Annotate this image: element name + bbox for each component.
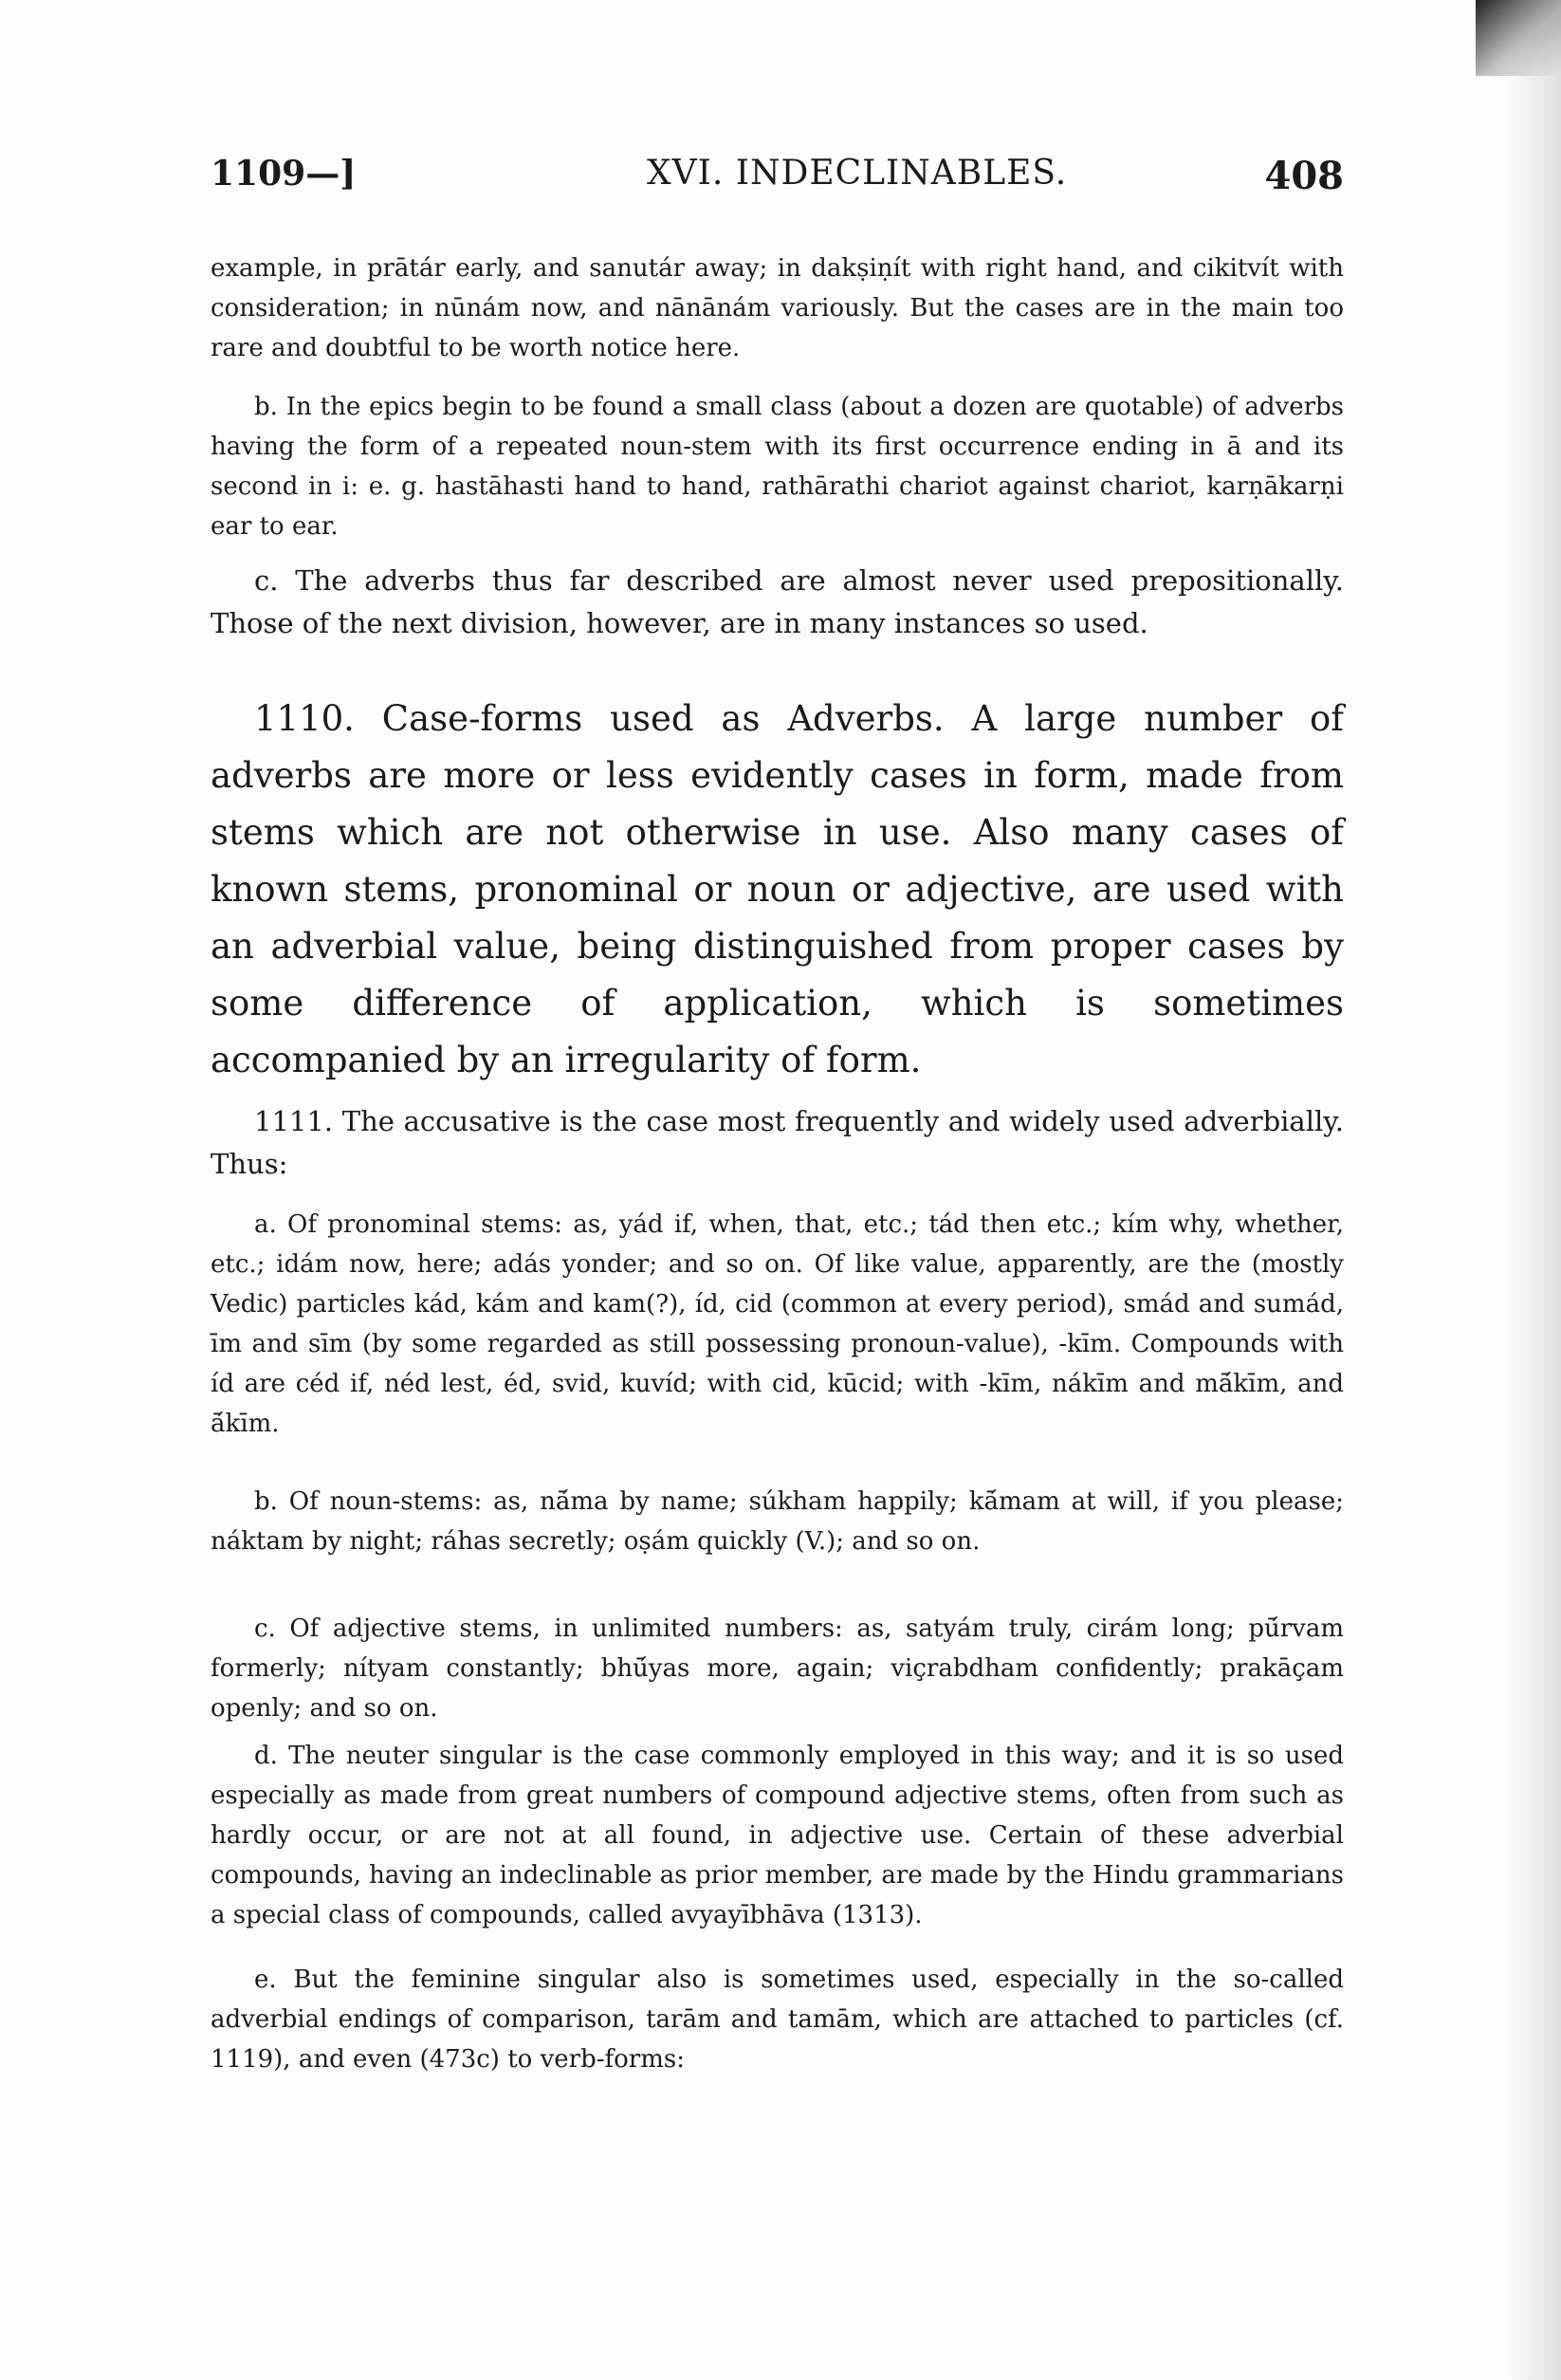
header-section-title: XVI. INDECLINABLES.	[647, 154, 1068, 193]
paragraph-1111: 1111. The accusative is the case most frequently and widely used adverbially. Thus:	[211, 1105, 1344, 1180]
page-number: 408	[1264, 154, 1344, 198]
running-header	[211, 142, 1344, 199]
paragraph-1111-d: d. The neuter singular is the case commonly employed in this way; and it is so used especially as made from great numbers of compound adjective stems, often from such as hardly occur, or are not at all found, in adjective use. Certain of these adverbial compounds, having an indeclinable as prior member, are made by the Hindu grammarians a special class of compounds, called avyayībhāva (1313).	[211, 1742, 1344, 1929]
paragraph-1109-c: c. The adverbs thus far described are almost never used prepositionally. Those of the next division, however, are in many instances so used.	[211, 564, 1344, 639]
page-corner-shadow	[1476, 0, 1561, 76]
paragraph-1109-example: example, in prātár early, and sanutár away; in dakṣiṇít with right hand, and cikitvít with consideration; in nūnám now, and nānānám variously. But the cases are in the main too rare and doubtful to be worth notice here.	[211, 254, 1344, 362]
page-edge-shadow	[1504, 0, 1561, 2380]
paragraph-1111-a: a. Of pronominal stems: as, yád if, when, that, etc.; tád then etc.; kím why, whether, etc.; idám now, here; adás yonder; and so on. Of like value, apparently, are the (mostly Vedic) particles kád, kám and kam(?), íd, cid (common at every period), smád and sumád, īm and sīm (by some regarded as still possessing pronoun-value), -kīm. Compounds with íd are céd if, néd lest, éd, svid, kuvíd; with cid, kūcid; with -kīm, nákīm and mā́kīm, and ā́kīm.	[211, 1210, 1344, 1438]
paragraph-1111-c: c. Of adjective stems, in unlimited numbers: as, satyám truly, cirám long; pū́rvam formerly; nítyam constantly; bhū́yas more, again; viçrabdham confidently; prakāçam openly; and so on.	[211, 1614, 1344, 1723]
header-paragraph-ref: 1109—]	[211, 154, 357, 194]
paragraph-1110: 1110. Case-forms used as Adverbs. A large number of adverbs are more or less evidently cases in form, made from stems which are not otherwise in use. Also many cases of known stems, pronominal or noun or adjective, are used with an adverbial value, being distinguished from proper cases by some difference of application, which is sometimes accompanied by an irregularity of form.	[211, 698, 1344, 1080]
paragraph-1109-b: b. In the epics begin to be found a small class (about a dozen are quotable) of adverbs having the form of a repeated noun-stem with its first occurrence ending in ā and its second in i: e. g. hastāhasti hand to hand, rathārathi chariot against chariot, karṇākarṇi ear to ear.	[211, 393, 1344, 541]
paragraph-1111-b: b. Of noun-stems: as, nā́ma by name; súkham happily; kā́mam at will, if you please; náktam by night; ráhas secretly; oṣám quickly (V.); and so on.	[211, 1487, 1344, 1556]
paragraph-1111-e: e. But the feminine singular also is sometimes used, especially in the so-called adverbial endings of comparison, tarām and tamām, which are attached to particles (cf. 1119), and even (473c) to verb-forms:	[211, 1965, 1344, 2074]
